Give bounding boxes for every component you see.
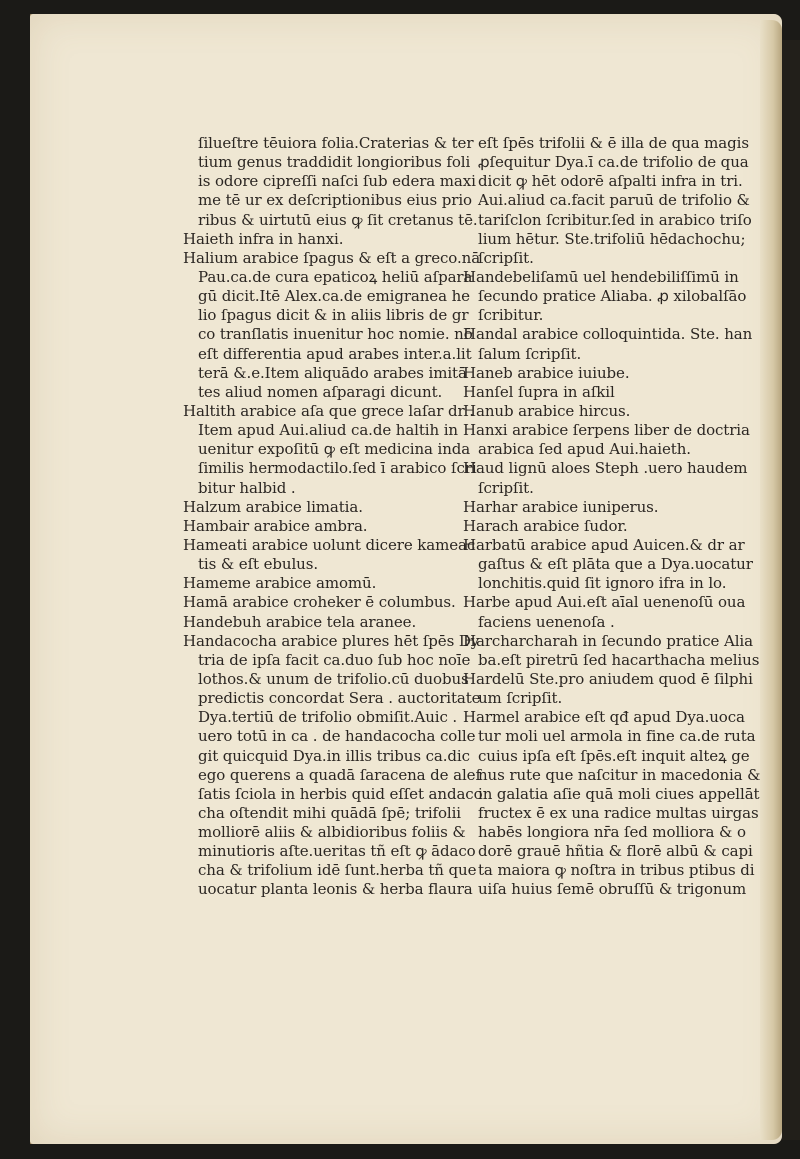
text-line: Hardelū Ste.pro aniudem quod ē ſilphi: [463, 669, 753, 688]
text-line: ſcribitur.: [478, 306, 544, 325]
text-line: tur moli uel armola in fine ca.de ruta: [478, 727, 756, 746]
text-line: Harbe apud Aui.eſt aīal uenenoſū oua: [463, 593, 746, 612]
text-line: Hamā arabice croheker ē columbus.: [183, 593, 456, 612]
text-line: Hambair arabice ambra.: [183, 516, 368, 535]
text-line: Hanſel ſupra in aſkil: [463, 382, 615, 401]
text-line: Harcharcharah in ſecundo pratice Alia: [463, 631, 753, 650]
text-line: lothos.& unum de trifolio.cū duobus: [198, 669, 469, 688]
text-line: Haltith arabice aſa que grece laſar dr .: [183, 401, 474, 420]
text-line: tria de ipſa facit ca.duo ſub hoc noīe: [198, 650, 471, 669]
text-line: Hameme arabice amomū.: [183, 574, 377, 593]
text-line: Aui.aliud ca.facit paruū de trifolio &: [478, 191, 750, 210]
text-line: Haud lignū aloes Steph .uero haudem: [463, 459, 748, 478]
text-line: in galatia aſie quā moli ciues appellāt: [478, 784, 760, 803]
text-line: cha oſtendit mihi quādā ſpē; trifolii: [198, 803, 462, 822]
text-line: ſimilis hermodactilo.ſed ī arabico ſcri: [198, 459, 477, 478]
text-line: git quicquid Dya.in illis tribus ca.dic: [198, 746, 470, 765]
text-line: cha & trifolium idē ſunt.herba tñ que: [198, 861, 477, 880]
text-line: ribus & uirtutū eius ꝙ ſit cretanus tē.: [198, 210, 478, 229]
text-column-right: [463, 134, 761, 900]
text-line: ꝓſequitur Dya.ī ca.de trifolio de qua: [478, 153, 749, 172]
text-line: lium hētur. Ste.trifoliū hēdachochu;: [478, 229, 746, 248]
text-line: Handacocha arabice plures hēt ſpēs Dy: [183, 631, 480, 650]
text-line: uero totū in ca . de handacocha colle: [198, 727, 476, 746]
text-column-left: [183, 134, 483, 900]
text-line: ta maiora ꝙ noſtra in tribus ptibus di: [478, 861, 755, 880]
text-line: ba.eſt piretrū ſed hacarthacha melius: [478, 650, 760, 669]
text-line: ego querens a quadā ſaracena de alef: [198, 765, 481, 784]
text-line: Harbatū arabice apud Auicen.& dr ar: [463, 535, 745, 554]
text-line: lonchitis.quid ſit ignoro ifra in lo.: [478, 574, 727, 593]
text-line: uocatur planta leonis & herba flaura: [198, 880, 473, 899]
page-fore-edge: [760, 20, 782, 1140]
text-line: Handebuh arabice tela aranee.: [183, 612, 417, 631]
text-line: molliorē aliis & albidioribus foliis &: [198, 823, 466, 842]
text-line: Hameati arabice uolunt dicere kameac: [183, 535, 476, 554]
text-line: Item apud Aui.aliud ca.de haltih in: [198, 421, 458, 440]
text-line: ſilueſtre tēuiora folia.Craterias & ter: [198, 134, 474, 152]
text-line: Harach arabice ſudor.: [463, 516, 628, 535]
text-line: Haieth infra in hanxi.: [183, 229, 344, 248]
text-line: cuius ipſa eſt ſpēs.eſt inquit alteꝝ ge: [478, 746, 750, 765]
text-line: Pau.ca.de cura epaticoꝝ heliū aſpara: [198, 267, 473, 286]
text-line: dicit ꝙ hēt odorē aſpalti infra in tri.: [478, 172, 743, 191]
text-line: eſt ſpēs trifolii & ē illa de qua magis: [478, 134, 749, 152]
text-line: lio ſpagus dicit & in aliis libris de gr: [198, 306, 469, 325]
text-line: Handal arabice colloquintida. Ste. han: [463, 325, 753, 344]
text-line: tes aliud nomen aſparagi dicunt.: [198, 382, 443, 401]
text-line: um ſcripſit.: [478, 689, 563, 708]
text-line: me tē ur ex deſcriptionibus eius prio: [198, 191, 472, 210]
text-line: habēs longiora nr̄a ſed molliora & o: [478, 823, 746, 842]
text-line: gū dicit.Itē Alex.ca.de emigranea he: [198, 287, 470, 306]
text-line: arabica ſed apud Aui.haieth.: [478, 440, 691, 459]
text-line: uiſa huius ſemē obruſſū & trigonum: [478, 880, 747, 899]
text-line: Harmel arabice eſt qđ apud Dya.uoca: [463, 708, 745, 727]
text-line: Handebeliſamū uel hendebiliſſimū in: [463, 267, 739, 286]
text-line: ſcripſit.: [478, 248, 534, 267]
text-line: Halzum arabice limatia.: [183, 497, 363, 516]
text-line: minutioris aſte.ueritas tñ eſt ꝙ ādaco: [198, 842, 476, 861]
text-line: terā &.e.Item aliquādo arabes imitā: [198, 363, 467, 382]
text-line: Haneb arabice iuiube.: [463, 363, 630, 382]
text-line: is odore cipreſſi naſci ſub edera maxi: [198, 172, 476, 191]
page-edge-shadow: [782, 40, 800, 1140]
text-line: ſalum ſcripſit.: [478, 344, 582, 363]
text-line: tium genus traddidit longioribus foli: [198, 153, 471, 172]
text-line: faciens uenenoſa .: [478, 612, 615, 631]
text-line: Harhar arabice iuniperus.: [463, 497, 659, 516]
text-line: Hanub arabice hircus.: [463, 401, 631, 420]
text-line: bitur halbid .: [198, 478, 296, 497]
text-line: ſecundo pratice Aliaba. ꝓ xilobalſāo: [478, 287, 747, 306]
text-line: co tranſlatis inuenitur hoc nomie. nō: [198, 325, 473, 344]
text-line: fructex ē ex una radice multas uirgas: [478, 803, 759, 822]
text-line: predictis concordat Sera . auctoritate: [198, 689, 481, 708]
text-line: tariſclon ſcribitur.ſed in arabico triſo: [478, 210, 752, 229]
text-line: eſt differentia apud arabes inter.a.lit: [198, 344, 472, 363]
text-line: dorē grauē hñtia & florē albū & capi: [478, 842, 753, 861]
text-line: ſatis ſciola in herbis quid eſſet andaco: [198, 784, 483, 803]
text-line: uenitur expoſitū ꝙ eſt medicina inda: [198, 440, 471, 459]
text-line: ſcripſit.: [478, 478, 534, 497]
text-line: Dya.tertiū de trifolio obmiſit.Auic .: [198, 708, 458, 727]
text-line: nus rute que naſcitur in macedonia &: [478, 765, 761, 784]
text-line: gaſtus & eſt plāta que a Dya.uocatur: [478, 555, 753, 574]
text-line: tis & eſt ebulus.: [198, 555, 318, 574]
text-line: Halium arabice ſpagus & eſt a greco.nā: [183, 248, 481, 267]
text-line: Hanxi arabice ſerpens liber de doctria: [463, 421, 750, 440]
